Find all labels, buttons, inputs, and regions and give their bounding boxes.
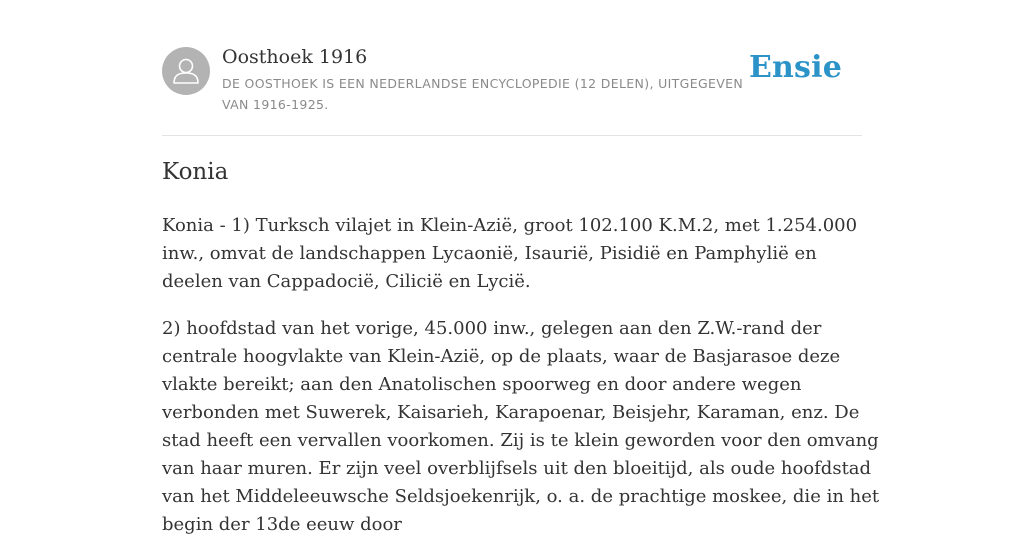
source-header bbox=[162, 46, 862, 116]
avatar[interactable] bbox=[162, 47, 210, 95]
entry-paragraph: Konia - 1) Turksch vilajet in Klein-Azië, groot 102.100 K.M.2, met 1.254.000 inw., omvat de landschappen Lycaonië, Isaurië, Pisidië en Pamphylië en deelen van Cappadocië, Cilicië en Lycië. bbox=[162, 215, 858, 292]
entry-title: Konia bbox=[162, 159, 229, 185]
source-title[interactable]: Oosthoek 1916 bbox=[222, 46, 368, 68]
source-description: DE OOSTHOEK IS EEN NEDERLANDSE ENCYCLOPEDIE (12 DELEN), UITGEGEVEN VAN 1916-1925. bbox=[222, 76, 744, 112]
entry-body bbox=[162, 212, 882, 558]
divider bbox=[162, 135, 862, 136]
ensie-logo[interactable]: Ensie bbox=[748, 50, 842, 85]
user-icon bbox=[162, 47, 210, 95]
entry-paragraph: 2) hoofdstad van het vorige, 45.000 inw., gelegen aan den Z.W.-rand der centrale hoogvlakte van Klein-Azië, op de plaats, waar de Basjarasoe deze vlakte bereikt; aan den Anatolischen spoorweg en door andere wegen verbonden met Suwerek, Kaisarieh, Karapoenar, Beisjehr, Karaman, enz. De stad heeft een vervallen voorkomen. Zij is te klein geworden voor den omvang van haar muren. Er zijn veel overblijfsels uit den bloeitijd, als oude hoofdstad van het Middeleeuwsche Seldsjoekenrijk, o. a. de prachtige moskee, die in het begin der 13de eeuw door bbox=[162, 318, 880, 535]
